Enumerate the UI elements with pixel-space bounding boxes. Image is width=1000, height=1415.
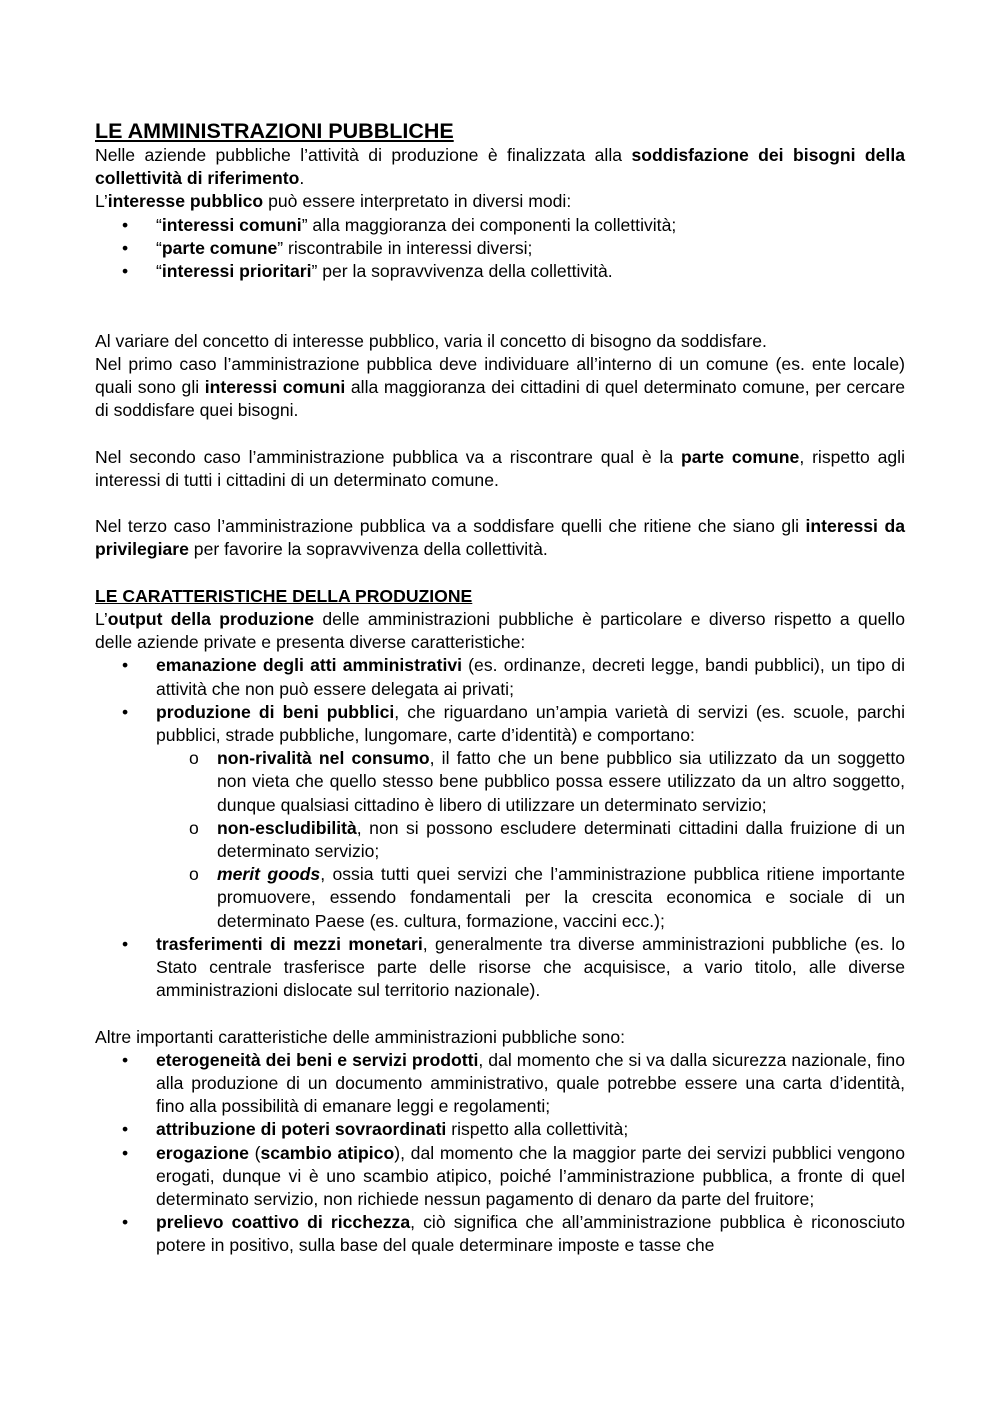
sublist-item: o non-escludibilità, non si possono escludere determinati cittadini dalla fruizione di un determinato servizio;	[217, 817, 905, 863]
other-characteristics-list	[95, 1049, 905, 1258]
list-item: • “interessi comuni” alla maggioranza dei componenti la collettività;	[156, 214, 905, 237]
list-item: • produzione di beni pubblici, che riguardano un’ampia varietà di servizi (es. scuole, parchi pubblici, strade pubbliche, lungomare, carte d’identità) e comportano: o non-rivalità nel consumo, il fatto che un bene pubblico sia utilizzato da un soggetto non vieta che quello stesso bene pubblico possa essere utilizzato da un altro soggetto, dunque qualsiasi cittadino è libero di utilizzare un determinato servizio; o non-escludibilità, non si possono escludere determinati cittadini dalla fruizione di un determinato servizio; o merit goods, ossia tutti quei servizi che l’amministrazione pubblica ritiene importante promuovere, essendo fondamentali per la crescita economica e sociale di un determinato Paese (es. cultura, formazione, vaccini ecc.);	[156, 701, 905, 933]
production-characteristics-list	[95, 654, 905, 1002]
document-page	[95, 118, 905, 1258]
sublist-item: o merit goods, ossia tutti quei servizi che l’amministrazione pubblica ritiene importante promuovere, essendo fondamentali per la crescita economica e sociale di un determinato Paese (es. cultura, formazione, vaccini ecc.);	[217, 863, 905, 933]
body-paragraph: Nel secondo caso l’amministrazione pubblica va a riscontrare qual è la parte comune, rispetto agli interessi di tutti i cittadini di un determinato comune.	[95, 446, 905, 490]
section-heading: LE CARATTERISTICHE DELLA PRODUZIONE	[95, 585, 473, 606]
list-item: • trasferimenti di mezzi monetari, generalmente tra diverse amministrazioni pubbliche (es. lo Stato centrale trasferisce parte delle risorse che acquisisce, a vario titolo, alle diverse amministrazioni dislocate sul territorio nazionale).	[156, 933, 905, 1003]
body-paragraph: Al variare del concetto di interesse pubblico, varia il concetto di bisogno da soddisfare.	[95, 330, 767, 351]
body-paragraph: Nel terzo caso l’amministrazione pubblica va a soddisfare quelli che ritiene che siano gli interessi da privilegiare per favorire la sopravvivenza della collettività.	[95, 516, 905, 560]
public-goods-sublist	[156, 747, 905, 933]
list-item: • attribuzione di poteri sovraordinati rispetto alla collettività;	[156, 1118, 905, 1141]
list-item: • “parte comune” riscontrabile in interessi diversi;	[156, 237, 905, 260]
section-intro: L’output della produzione delle amministrazioni pubbliche è particolare e diverso rispetto a quello delle aziende private e presenta diverse caratteristiche:	[95, 609, 905, 653]
interest-modes-list	[95, 214, 905, 284]
list-item: • erogazione (scambio atipico), dal momento che la maggior parte dei servizi pubblici vengono erogati, dunque vi è uno scambio atipico, poiché l’amministrazione pubblica, a fronte di quel determinato servizio, non richiede nessun pagamento di denaro da parte del fruitore;	[156, 1142, 905, 1212]
body-paragraph: Nel primo caso l’amministrazione pubblica deve individuare all’interno di un comune (es. ente locale) quali sono gli interessi comuni alla maggioranza dei cittadini di quel determinato comune, per cercare di soddisfare quei bisogni.	[95, 353, 905, 421]
sublist-item: o non-rivalità nel consumo, il fatto che un bene pubblico sia utilizzato da un soggetto non vieta che quello stesso bene pubblico possa essere utilizzato da un altro soggetto, dunque qualsiasi cittadino è libero di utilizzare un determinato servizio;	[217, 747, 905, 817]
public-interest-paragraph: L’interesse pubblico può essere interpretato in diversi modi:	[95, 191, 572, 212]
page-title: LE AMMINISTRAZIONI PUBBLICHE	[95, 119, 454, 143]
list-item: • “interessi prioritari” per la sopravvivenza della collettività.	[156, 260, 905, 283]
list-item: • prelievo coattivo di ricchezza, ciò significa che all’amministrazione pubblica è riconosciuto potere in positivo, sulla base del quale determinare imposte e tasse che	[156, 1211, 905, 1257]
list-item: • eterogeneità dei beni e servizi prodotti, dal momento che si va dalla sicurezza nazionale, fino alla produzione di un documento amministrativo, quale potrebbe essere una carta d’identità, fino alla possibilità di emanare leggi e regolamenti;	[156, 1049, 905, 1119]
list-item: • emanazione degli atti amministrativi (es. ordinanze, decreti legge, bandi pubblici), un tipo di attività che non può essere delegata ai privati;	[156, 654, 905, 700]
intro-paragraph: Nelle aziende pubbliche l’attività di produzione è finalizzata alla soddisfazione dei bisogni della collettività di riferimento.	[95, 145, 905, 189]
section-intro: Altre importanti caratteristiche delle amministrazioni pubbliche sono:	[95, 1026, 626, 1047]
